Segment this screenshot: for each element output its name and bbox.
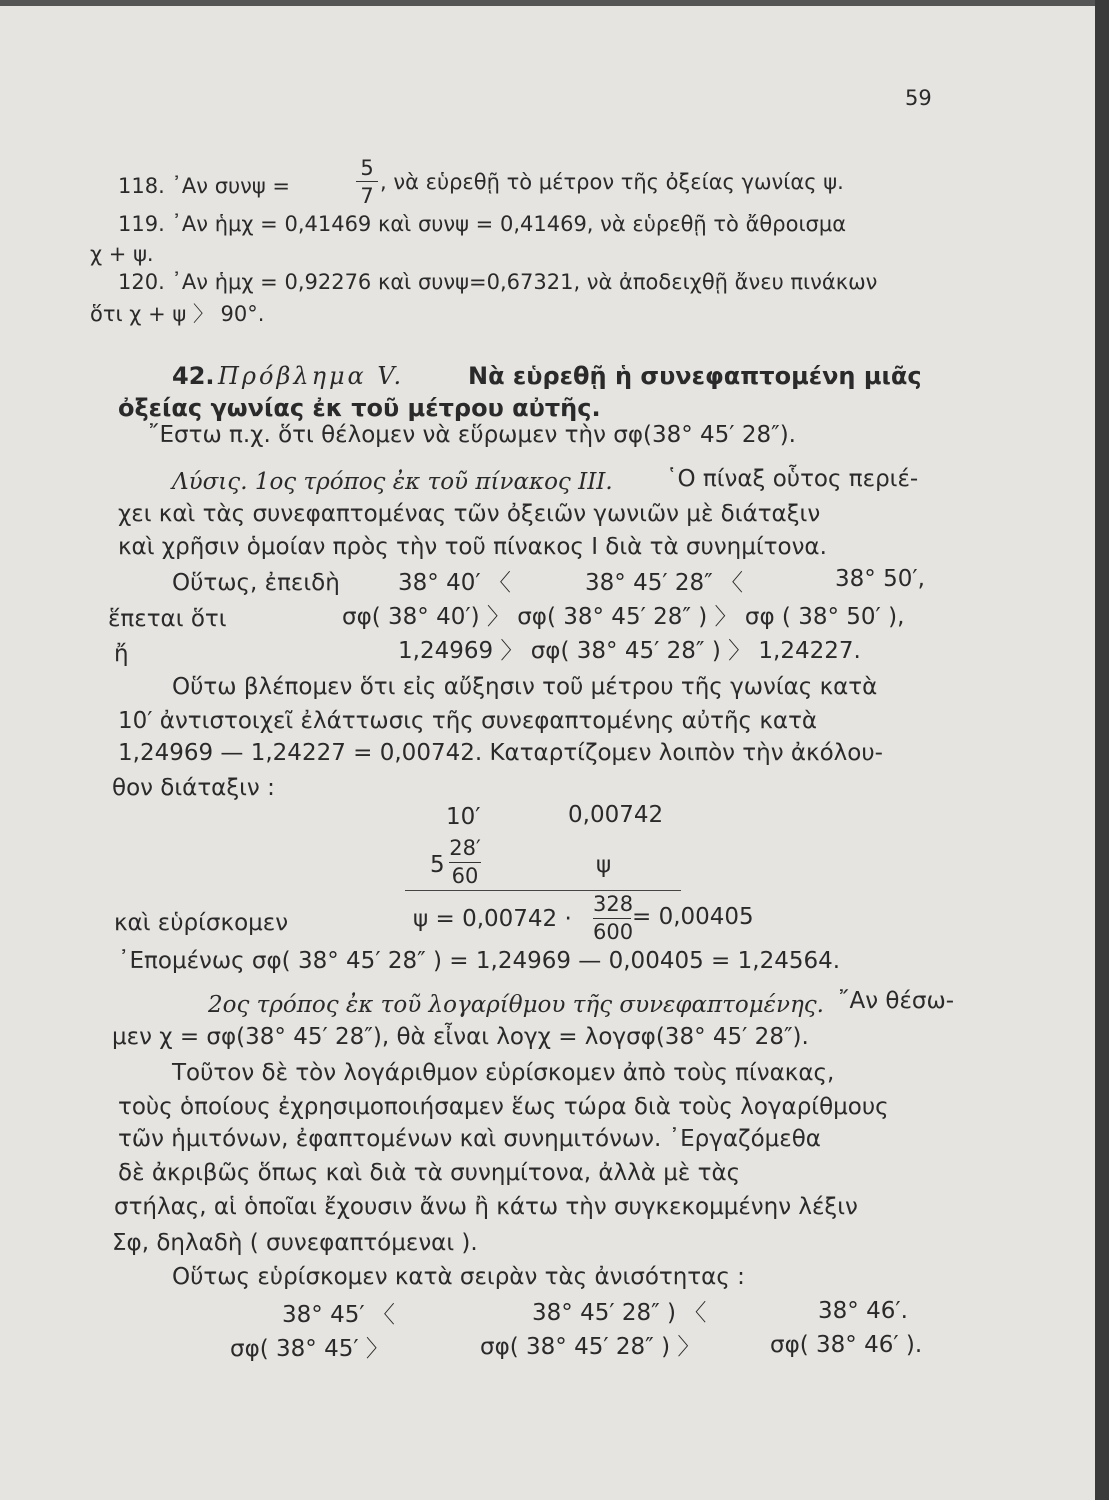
section-title-line-1: Νὰ εὑρεθῇ ἡ συνεφαπτομένη μιᾶς bbox=[468, 362, 922, 390]
inequality-1-middle: 38° 45′ 28″ 〈 bbox=[585, 570, 744, 596]
lysis-line-1: ῾Ο πίναξ οὗτος περιέ- bbox=[666, 466, 919, 492]
exercise-119-line-2: χ + ψ. bbox=[90, 242, 154, 266]
paragraph-3-line-2: τοὺς ὁποίους ἐχρησιμοποιήσαμεν ἕως τώρα διὰ τοὺς λογαρίθμους bbox=[118, 1094, 889, 1120]
paragraph-3-line-6: Σφ, δηλαδὴ ( συνεφαπτόμεναι ). bbox=[112, 1230, 478, 1256]
exercise-118-denominator: 7 bbox=[360, 184, 374, 208]
table-row-1-value: 0,00742 bbox=[568, 802, 664, 828]
table-row-2-numerator: 28′ bbox=[449, 836, 481, 860]
find-fraction-bar bbox=[593, 918, 631, 919]
find-expression-end: = 0,00405 bbox=[632, 904, 754, 930]
page-number: 59 bbox=[905, 86, 932, 110]
result-line: ᾿Επομένως σφ( 38° 45′ 28″ ) = 1,24969 — 0,00405 = 1,24564. bbox=[118, 948, 841, 974]
exercise-118-fraction-bar bbox=[356, 181, 378, 182]
paragraph-2-line-4: θον διάταξιν : bbox=[112, 775, 275, 801]
exercise-118-start: 118. ᾿Αν συνψ = bbox=[118, 174, 291, 198]
final-inequality-2-left: σφ( 38° 45′ 〉 bbox=[230, 1336, 389, 1362]
section-title-italic: Πρόβλημα V. bbox=[218, 362, 405, 390]
inequality-1-label: Οὕτως, ἐπειδὴ bbox=[172, 570, 340, 596]
lysis-line-2: χει καὶ τὰς συνεφαπτομένας τῶν ὀξειῶν γωνιῶν μὲ διάταξιν bbox=[118, 501, 821, 527]
exercise-119-line-1: 119. ᾿Αν ἡμχ = 0,41469 καὶ συνψ = 0,41469, νὰ εὑρεθῇ τὸ ἄθροισμα bbox=[118, 212, 847, 236]
table-row-2-integer: 5 bbox=[430, 852, 445, 878]
find-numerator: 328 bbox=[593, 892, 634, 916]
final-inequality-1-right: 38° 46′. bbox=[818, 1298, 908, 1324]
lysis-heading: Λύσις. 1ος τρόπος ἐκ τοῦ πίνακος ΙΙΙ. bbox=[172, 469, 613, 495]
find-expression-start: ψ = 0,00742 · bbox=[413, 906, 572, 932]
paragraph-3-line-3: τῶν ἡμιτόνων, ἐφαπτομένων καὶ συνημιτόνων. ᾿Εργαζόμεθα bbox=[118, 1126, 821, 1152]
paragraph-3-line-4: δὲ ἀκριβῶς ὅπως καὶ διὰ τὰ συνημίτονα, ἀλλὰ μὲ τὰς bbox=[118, 1160, 741, 1186]
method-2-line-1: ῎Αν θέσω- bbox=[838, 988, 955, 1014]
inequality-3-label: ἤ bbox=[114, 641, 129, 667]
find-label: καὶ εὑρίσκομεν bbox=[114, 910, 289, 936]
top-edge bbox=[0, 0, 1109, 6]
final-inequality-1-left: 38° 45′ 〈 bbox=[282, 1302, 395, 1328]
page-spine-edge bbox=[1095, 0, 1109, 1500]
final-inequality-2-right: σφ( 38° 46′ ). bbox=[770, 1332, 923, 1358]
table-row-2-unknown: ψ bbox=[596, 852, 612, 878]
inequality-2-label: ἕπεται ὅτι bbox=[108, 606, 227, 632]
table-row-2-denominator: 60 bbox=[451, 864, 479, 888]
exercise-118-numerator: 5 bbox=[360, 156, 374, 180]
find-denominator: 600 bbox=[593, 920, 634, 944]
inequality-3-expression: 1,24969 〉 σφ( 38° 45′ 28″ ) 〉 1,24227. bbox=[398, 638, 861, 664]
final-inequality-1-middle: 38° 45′ 28″ ) 〈 bbox=[532, 1300, 707, 1326]
paragraph-4-line-1: Οὕτως εὑρίσκομεν κατὰ σειρὰν τὰς ἀνισότητας : bbox=[172, 1264, 745, 1290]
table-row-1-angle: 10′ bbox=[446, 804, 481, 830]
paragraph-3-line-5: στήλας, αἱ ὁποῖαι ἔχουσιν ἄνω ἢ κάτω τὴν συγκεκομμένην λέξιν bbox=[114, 1194, 858, 1220]
final-inequality-2-middle: σφ( 38° 45′ 28″ ) 〉 bbox=[480, 1334, 701, 1360]
section-intro: ῎Εστω π.χ. ὅτι θέλομεν νὰ εὕρωμεν τὴν σφ(38° 45′ 28″). bbox=[148, 422, 796, 448]
method-2-heading: 2ος τρόπος ἐκ τοῦ λογαρίθμου τῆς συνεφαπτομένης. bbox=[208, 992, 824, 1018]
table-rule bbox=[405, 890, 681, 891]
exercise-120-line-1: 120. ᾿Αν ἡμχ = 0,92276 καὶ συνψ=0,67321, νὰ ἀποδειχθῇ ἄνευ πινάκων bbox=[118, 270, 878, 294]
paragraph-2-line-1: Οὕτω βλέπομεν ὅτι εἰς αὔξησιν τοῦ μέτρου τῆς γωνίας κατὰ bbox=[172, 674, 878, 700]
table-row-2-fraction-bar bbox=[449, 862, 481, 863]
exercise-120-line-2: ὅτι χ + ψ 〉 90°. bbox=[90, 302, 265, 326]
section-title-line-2: ὀξείας γωνίας ἐκ τοῦ μέτρου αὐτῆς. bbox=[118, 394, 601, 422]
paragraph-2-line-3: 1,24969 — 1,24227 = 0,00742. Καταρτίζομεν λοιπὸν τὴν ἀκόλου- bbox=[118, 740, 883, 766]
lysis-line-3: καὶ χρῆσιν ὁμοίαν πρὸς τὴν τοῦ πίνακος Ι διὰ τὰ συνημίτονα. bbox=[118, 534, 827, 560]
exercise-118-end: , νὰ εὑρεθῇ τὸ μέτρον τῆς ὀξείας γωνίας ψ. bbox=[380, 170, 844, 194]
inequality-1-right: 38° 50′, bbox=[835, 566, 925, 592]
paragraph-2-line-2: 10′ ἀντιστοιχεῖ ἐλάττωσις τῆς συνεφαπτομένης αὐτῆς κατὰ bbox=[118, 708, 818, 734]
inequality-1-left: 38° 40′ 〈 bbox=[398, 570, 511, 596]
section-number: 42. bbox=[172, 362, 215, 390]
inequality-2-expression: σφ( 38° 40′) 〉 σφ( 38° 45′ 28″ ) 〉 σφ ( 38° 50′ ), bbox=[342, 604, 905, 630]
method-2-line-2: μεν χ = σφ(38° 45′ 28″), θὰ εἶναι λογχ = λογσφ(38° 45′ 28″). bbox=[112, 1024, 809, 1050]
paragraph-3-line-1: Τοῦτον δὲ τὸν λογάριθμον εὑρίσκομεν ἀπὸ τοὺς πίνακας, bbox=[172, 1060, 835, 1086]
